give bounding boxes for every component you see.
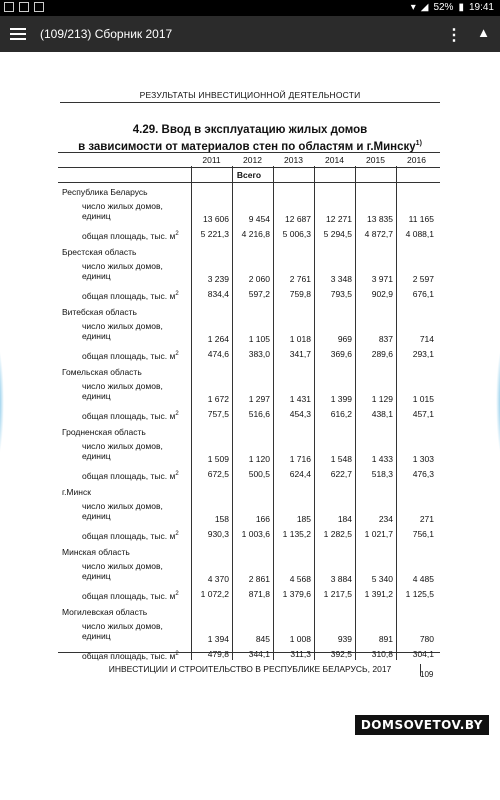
count-label-line1: число жилых домов, (82, 201, 163, 211)
table-cell: 474,6 (207, 349, 229, 359)
table-cell: 1 548 (330, 454, 352, 464)
table-row (58, 587, 440, 603)
table-title (60, 124, 440, 154)
table-cell: 969 (337, 334, 352, 344)
table-cell: 1 282,5 (323, 529, 352, 539)
table-cell: 293,1 (412, 349, 434, 359)
table-cell: 4 088,1 (405, 229, 434, 239)
battery-percent: 52% (433, 2, 454, 13)
table-cell: 500,5 (248, 469, 270, 479)
count-label-line1: число жилых домов, (82, 621, 163, 631)
column-separator (355, 166, 356, 660)
table-cell: 1 008 (289, 634, 311, 644)
table-cell: 310,8 (371, 649, 393, 659)
table-cell: 1 379,6 (282, 589, 311, 599)
title-footnote: 1) (415, 140, 422, 147)
table-cell: 166 (255, 514, 270, 524)
count-label-line1: число жилых домов, (82, 381, 163, 391)
row-label (82, 621, 163, 641)
table-cell: 1 003,6 (241, 529, 270, 539)
table-cell: 1 120 (248, 454, 270, 464)
table-cell: 793,5 (330, 289, 352, 299)
table-row (58, 347, 440, 363)
year-header: 2015 (366, 155, 385, 165)
row-label (82, 201, 163, 221)
table-cell: 1 015 (412, 394, 434, 404)
area-label: общая площадь, тыс. м (82, 530, 176, 541)
table-cell: 2 761 (289, 274, 311, 284)
table-cell: 271 (419, 514, 434, 524)
table-row (58, 407, 440, 423)
column-separator (232, 166, 233, 660)
table-cell: 1 125,5 (405, 589, 434, 599)
area-label: общая площадь, тыс. м (82, 230, 176, 241)
region-row (58, 303, 440, 321)
count-label-line1: число жилых домов, (82, 501, 163, 511)
table-cell: 624,4 (289, 469, 311, 479)
count-label-line2: единиц (82, 331, 111, 341)
running-head: РЕЗУЛЬТАТЫ ИНВЕСТИЦИОННОЙ ДЕЯТЕЛЬНОСТИ (139, 90, 361, 100)
table-cell: 12 271 (326, 214, 352, 224)
table-cell: 1 105 (248, 334, 270, 344)
table-cell: 369,6 (330, 349, 352, 359)
table-cell: 304,1 (412, 649, 434, 659)
row-label (82, 289, 179, 301)
table-cell: 1 391,2 (364, 589, 393, 599)
count-label-line2: единиц (82, 571, 111, 581)
table-cell: 184 (337, 514, 352, 524)
region-name: Брестская область (62, 247, 137, 257)
app-notification-icon (34, 2, 44, 12)
area-label-superscript: 2 (175, 351, 179, 357)
table-header (58, 152, 440, 168)
row-label (82, 561, 163, 581)
table-cell: 616,2 (330, 409, 352, 419)
table-cell: 185 (296, 514, 311, 524)
table-cell: 158 (214, 514, 229, 524)
table-cell: 939 (337, 634, 352, 644)
app-toolbar (0, 16, 500, 52)
table-cell: 3 884 (330, 574, 352, 584)
table-cell: 672,5 (207, 469, 229, 479)
table-cell: 476,3 (412, 469, 434, 479)
row-label (82, 469, 179, 481)
row-label (82, 441, 163, 461)
table-cell: 5 294,5 (323, 229, 352, 239)
table-cell: 902,9 (371, 289, 393, 299)
region-name: Республика Беларусь (62, 187, 148, 197)
row-label (82, 381, 163, 401)
table-cell: 845 (255, 634, 270, 644)
table-cell: 4 216,8 (241, 229, 270, 239)
column-separator (396, 166, 397, 660)
region-name: г.Минск (62, 487, 91, 497)
area-label: общая площадь, тыс. м (82, 470, 176, 481)
table-cell: 757,5 (207, 409, 229, 419)
more-vert-icon[interactable]: ⋮ (446, 27, 462, 44)
table-row (58, 527, 440, 543)
table-cell: 1 672 (207, 394, 229, 404)
table-cell: 1 018 (289, 334, 311, 344)
battery-icon: ▮ (458, 2, 464, 13)
status-bar (0, 0, 500, 16)
count-label-line2: единиц (82, 451, 111, 461)
download-notification-icon (19, 2, 29, 12)
table-cell: 2 861 (248, 574, 270, 584)
table-cell: 4 485 (412, 574, 434, 584)
table-cell: 13 835 (367, 214, 393, 224)
table-cell: 344,1 (248, 649, 270, 659)
left-edge-glow (0, 342, 4, 462)
count-label-line2: единиц (82, 211, 111, 221)
notification-icons (4, 2, 44, 12)
area-label-superscript: 2 (175, 291, 179, 297)
watermark: DOMSOVETOV.BY (354, 714, 490, 736)
area-label-superscript: 2 (175, 231, 179, 237)
table-cell: 311,3 (290, 649, 311, 659)
table-cell: 3 239 (207, 274, 229, 284)
table-row (58, 321, 440, 347)
table-cell: 930,3 (207, 529, 229, 539)
area-label-superscript: 2 (175, 531, 179, 537)
table-cell: 438,1 (371, 409, 393, 419)
document-title: (109/213) Сборник 2017 (40, 27, 173, 41)
table-cell: 1 394 (207, 634, 229, 644)
table-row (58, 561, 440, 587)
region-row (58, 423, 440, 441)
table-cell: 1 217,5 (323, 589, 352, 599)
table-cell: 759,8 (289, 289, 311, 299)
region-row (58, 483, 440, 501)
area-label: общая площадь, тыс. м (82, 650, 176, 661)
table-cell: 516,6 (248, 409, 270, 419)
table-cell: 1 297 (248, 394, 270, 404)
row-label (82, 261, 163, 281)
row-label (82, 501, 163, 521)
chevron-up-icon[interactable]: ▲ (477, 25, 490, 40)
region-name: Минская область (62, 547, 130, 557)
year-header: 2014 (325, 155, 344, 165)
table-cell: 479,8 (207, 649, 229, 659)
table-cell: 12 687 (285, 214, 311, 224)
area-label: общая площадь, тыс. м (82, 590, 176, 601)
system-indicators (411, 2, 494, 13)
table-cell: 1 716 (289, 454, 311, 464)
region-row (58, 183, 440, 201)
table-cell: 1 129 (371, 394, 393, 404)
table-cell: 837 (378, 334, 393, 344)
table-row (58, 381, 440, 407)
signal-icon: ◢ (420, 2, 429, 13)
table-cell: 871,8 (248, 589, 270, 599)
table-cell: 780 (419, 634, 434, 644)
table-cell: 1 509 (207, 454, 229, 464)
area-label-superscript: 2 (175, 651, 179, 657)
table-cell: 597,2 (248, 289, 270, 299)
count-label-line1: число жилых домов, (82, 261, 163, 271)
group-label: Всего (58, 168, 440, 183)
table-cell: 1 399 (330, 394, 352, 404)
table-cell: 622,7 (330, 469, 352, 479)
table-cell: 3 348 (330, 274, 352, 284)
row-label (82, 409, 179, 421)
table-cell: 2 597 (412, 274, 434, 284)
year-header: 2013 (284, 155, 303, 165)
housing-table (58, 152, 440, 663)
row-label (82, 321, 163, 341)
table-cell: 457,1 (412, 409, 434, 419)
count-label-line2: единиц (82, 271, 111, 281)
table-cell: 5 340 (371, 574, 393, 584)
table-cell: 1 264 (207, 334, 229, 344)
table-row (58, 287, 440, 303)
table-cell: 1 072,2 (200, 589, 229, 599)
count-label-line2: единиц (82, 391, 111, 401)
table-row (58, 647, 440, 663)
year-header: 2016 (407, 155, 426, 165)
table-cell: 834,4 (207, 289, 229, 299)
table-cell: 341,7 (289, 349, 311, 359)
count-label-line2: единиц (82, 511, 111, 521)
table-cell: 4 872,7 (364, 229, 393, 239)
table-cell: 4 568 (289, 574, 311, 584)
table-row (58, 621, 440, 647)
area-label-superscript: 2 (175, 471, 179, 477)
table-cell: 3 971 (371, 274, 393, 284)
column-separator (191, 166, 192, 660)
area-label: общая площадь, тыс. м (82, 290, 176, 301)
region-name: Могилевская область (62, 607, 148, 617)
table-row (58, 227, 440, 243)
table-row (58, 467, 440, 483)
table-body (58, 183, 440, 663)
row-label (82, 349, 179, 361)
table-row (58, 201, 440, 227)
right-edge-glow (496, 342, 500, 462)
column-separator (314, 166, 315, 660)
page-footer: ИНВЕСТИЦИИ И СТРОИТЕЛЬСТВО В РЕСПУБЛИКЕ БЕЛАРУСЬ, 2017 (108, 664, 392, 674)
wifi-icon: ▾ (410, 2, 416, 13)
year-header: 2012 (243, 155, 262, 165)
table-cell: 1 135,2 (282, 529, 311, 539)
table-row (58, 501, 440, 527)
row-label (82, 529, 179, 541)
count-label-line2: единиц (82, 631, 111, 641)
table-cell: 676,1 (412, 289, 434, 299)
region-name: Гродненская область (62, 427, 146, 437)
count-label-line1: число жилых домов, (82, 441, 163, 451)
table-cell: 289,6 (371, 349, 393, 359)
table-cell: 454,3 (289, 409, 311, 419)
table-cell: 13 606 (203, 214, 229, 224)
region-name: Витебская область (62, 307, 137, 317)
count-label-line1: число жилых домов, (82, 321, 163, 331)
region-row (58, 243, 440, 261)
hamburger-menu-icon[interactable] (10, 25, 26, 43)
region-row (58, 363, 440, 381)
table-cell: 11 165 (408, 214, 434, 224)
table-cell: 518,3 (371, 469, 393, 479)
table-cell: 1 433 (371, 454, 393, 464)
image-notification-icon (4, 2, 14, 12)
table-cell: 9 454 (248, 214, 270, 224)
table-row (58, 261, 440, 287)
table-cell: 2 060 (248, 274, 270, 284)
table-cell: 891 (378, 634, 393, 644)
table-cell: 5 006,3 (282, 229, 311, 239)
region-name: Гомельская область (62, 367, 142, 377)
row-label (82, 589, 179, 601)
row-label (82, 229, 179, 241)
table-cell: 1 431 (289, 394, 311, 404)
table-cell: 383,0 (248, 349, 270, 359)
area-label-superscript: 2 (175, 591, 179, 597)
table-cell: 4 370 (207, 574, 229, 584)
table-cell: 1 021,7 (364, 529, 393, 539)
region-row (58, 543, 440, 561)
row-label (82, 649, 179, 661)
document-page[interactable] (0, 52, 500, 800)
table-cell: 756,1 (412, 529, 434, 539)
page-number: 109 (420, 670, 434, 679)
table-cell: 1 303 (412, 454, 434, 464)
area-label-superscript: 2 (175, 411, 179, 417)
table-cell: 5 221,3 (200, 229, 229, 239)
footer-rule (58, 652, 440, 653)
table-cell: 392,5 (330, 649, 352, 659)
clock: 19:41 (468, 2, 494, 13)
running-head-rule (60, 102, 440, 103)
column-separator (273, 166, 274, 660)
table-title-line2: в зависимости от материалов стен по областям и г.Минску$^{1)}$ (78, 140, 422, 153)
count-label-line1: число жилых домов, (82, 561, 163, 571)
area-label: общая площадь, тыс. м (82, 350, 176, 361)
table-row (58, 441, 440, 467)
table-cell: 234 (378, 514, 393, 524)
region-row (58, 603, 440, 621)
table-title-line1: 4.29. Ввод в эксплуатацию жилых домов (132, 124, 368, 136)
area-label: общая площадь, тыс. м (82, 410, 176, 421)
table-cell: 714 (419, 334, 434, 344)
year-header: 2011 (202, 155, 221, 165)
